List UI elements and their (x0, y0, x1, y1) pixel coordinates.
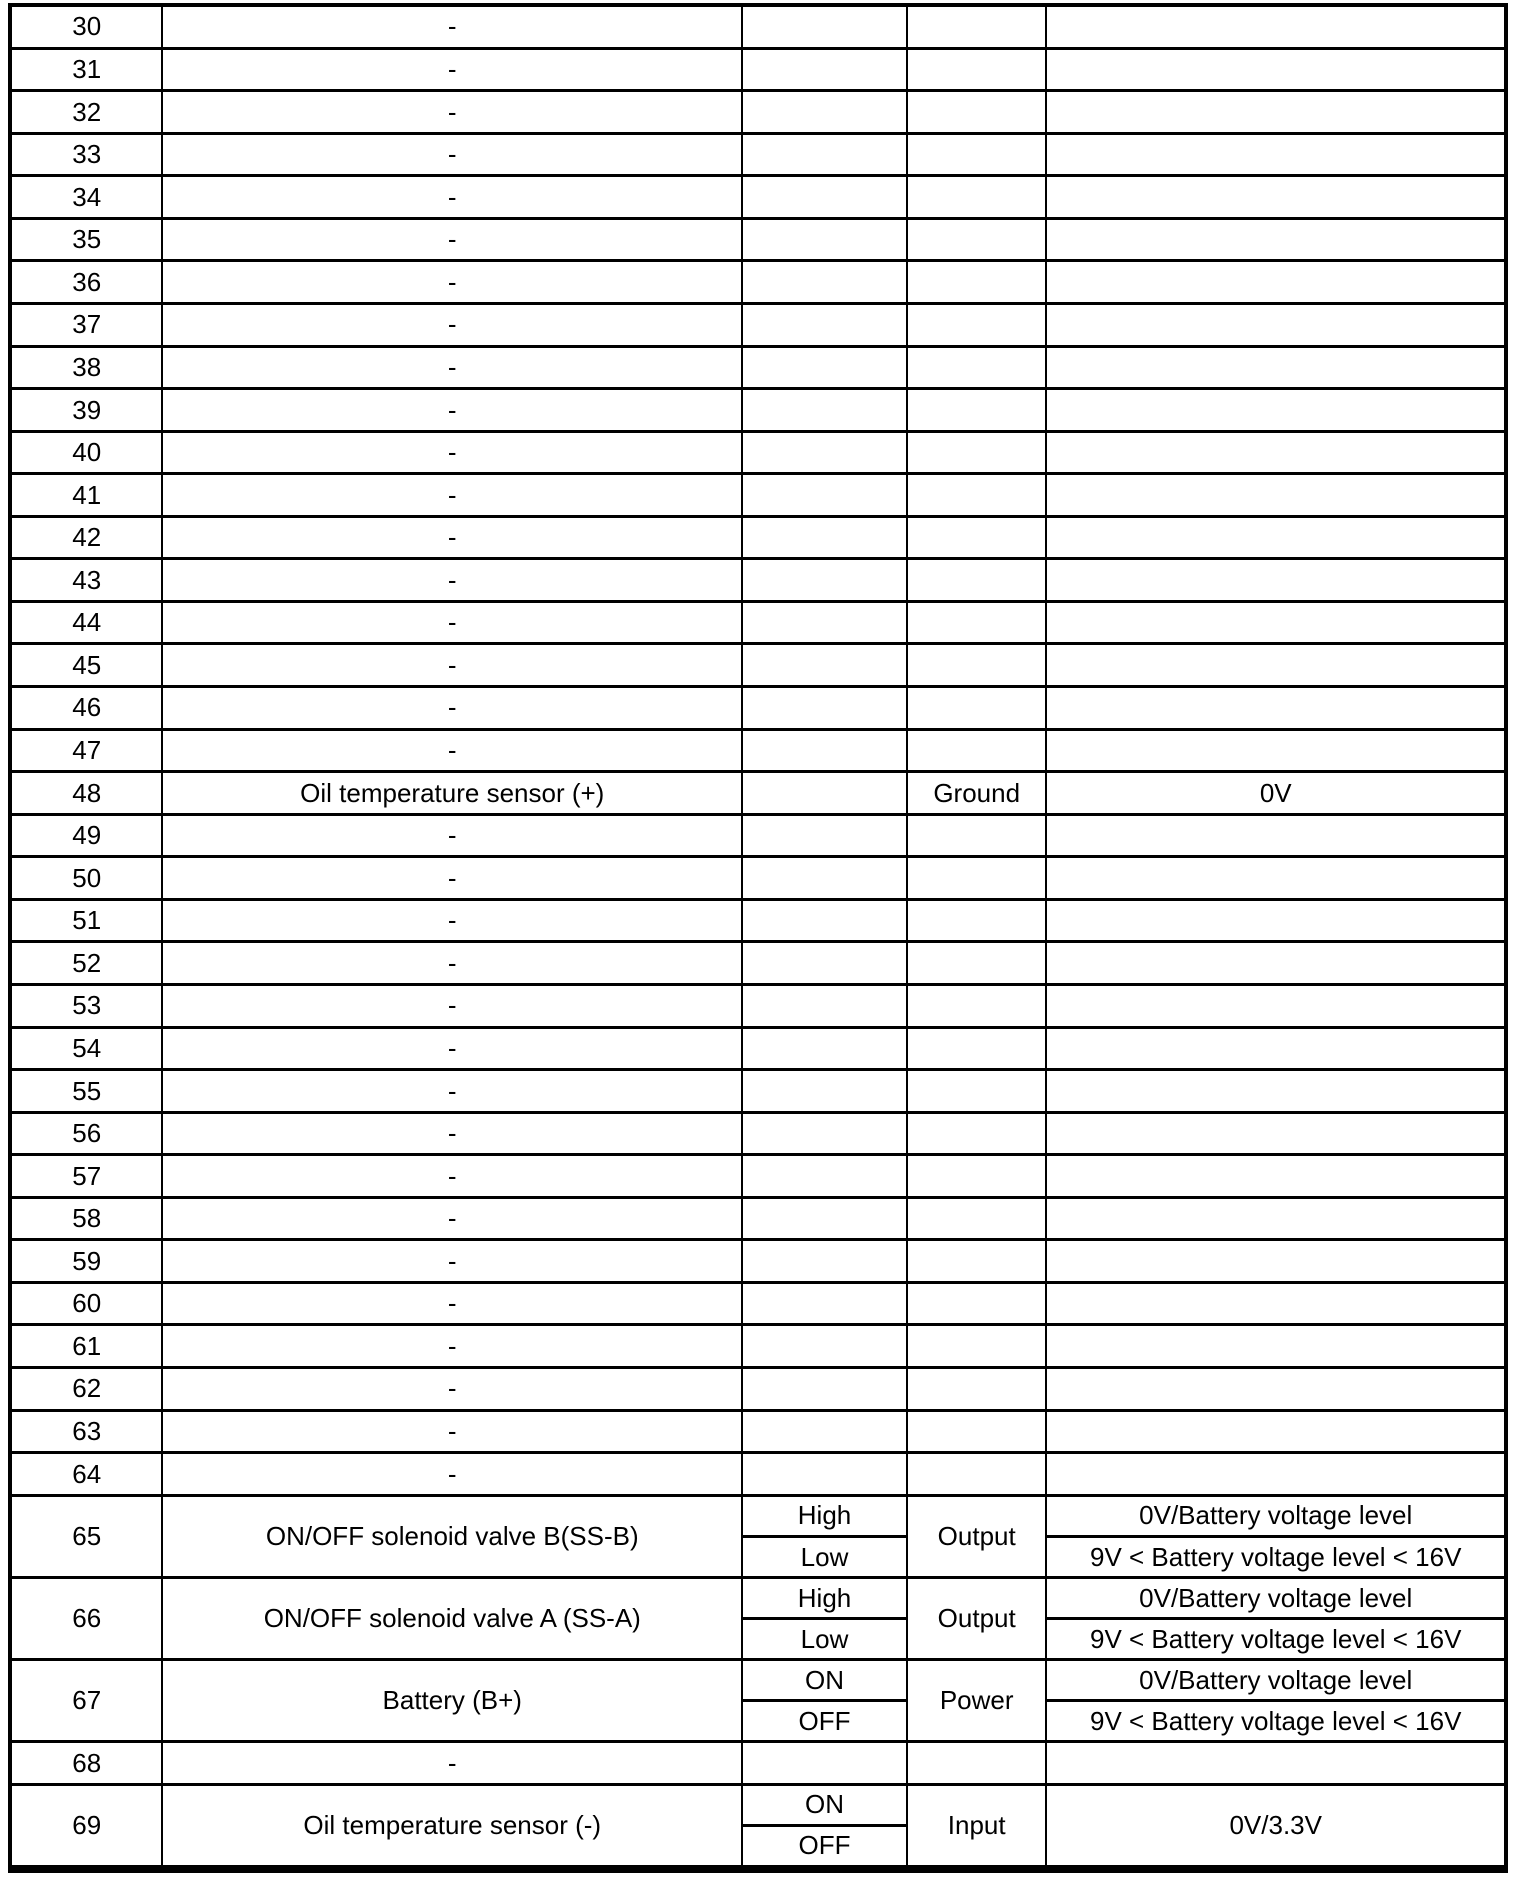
value-cell (1047, 1743, 1504, 1783)
pin-cell: 46 (12, 688, 163, 728)
pin-cell: 31 (12, 50, 163, 90)
pin-cell: 43 (12, 560, 163, 600)
type-cell (908, 475, 1048, 515)
pin-cell: 35 (12, 220, 163, 260)
condition-cell (743, 943, 908, 983)
value-cell: 0V/3.3V (1229, 1809, 1322, 1840)
condition-cell (743, 858, 908, 898)
table-row (12, 986, 1504, 1029)
table-row (12, 1284, 1504, 1327)
condition-cell (743, 1497, 908, 1576)
value-cell (1047, 688, 1504, 728)
condition-cell (743, 560, 908, 600)
value-cell (1047, 135, 1504, 175)
type-cell (908, 858, 1048, 898)
value-cell-sub: 0V/Battery voltage level (1047, 1579, 1504, 1620)
pin-cell: 63 (12, 1412, 163, 1452)
type-cell: Output (908, 1579, 1048, 1658)
condition-cell (743, 220, 908, 260)
condition-cell (743, 1114, 908, 1154)
type-cell (908, 986, 1048, 1026)
condition-cell (743, 1661, 908, 1740)
value-cell-sub: 0V/Battery voltage level (1047, 1497, 1504, 1538)
table-row (12, 135, 1504, 178)
value-cell (1047, 1199, 1504, 1239)
value-cell (1047, 7, 1504, 47)
value-cell (1047, 305, 1504, 345)
value-cell (1047, 475, 1504, 515)
condition-cell (743, 262, 908, 302)
description-cell: - (163, 1199, 743, 1239)
table-row (12, 943, 1504, 986)
type-cell (908, 92, 1048, 132)
table-row (12, 177, 1504, 220)
value-cell (1047, 433, 1504, 473)
table-row (12, 560, 1504, 603)
table-row (12, 1786, 1504, 1865)
description-cell: - (163, 1326, 743, 1366)
condition-cell-sub: OFF (798, 1830, 851, 1861)
table-row (12, 1579, 1504, 1661)
pin-cell: 57 (12, 1156, 163, 1196)
pin-cell: 60 (12, 1284, 163, 1324)
value-cell (1047, 262, 1504, 302)
condition-cell (743, 177, 908, 217)
condition-cell (743, 816, 908, 856)
table-row (12, 688, 1504, 731)
description-cell: - (163, 1241, 743, 1281)
value-cell (1047, 986, 1504, 1026)
table-row (12, 645, 1504, 688)
type-cell (908, 603, 1048, 643)
type-cell: Power (908, 1661, 1048, 1740)
type-cell (908, 901, 1048, 941)
description-cell: - (163, 305, 743, 345)
condition-cell (743, 50, 908, 90)
condition-cell-sub: Low (800, 1623, 849, 1654)
pin-cell: 59 (12, 1241, 163, 1281)
description-cell: - (163, 688, 743, 728)
value-cell (1047, 901, 1504, 941)
value-cell (1047, 1071, 1504, 1111)
value-cell (1047, 50, 1504, 90)
description-cell: - (163, 518, 743, 558)
value-cell-sub: 0V/Battery voltage level (1047, 1661, 1504, 1702)
pin-cell: 38 (12, 348, 163, 388)
value-cell-sub: 9V < Battery voltage level < 16V (1089, 1623, 1462, 1654)
description-cell: - (163, 1454, 743, 1494)
description-cell: - (163, 1369, 743, 1409)
pin-cell: 67 (12, 1661, 163, 1740)
table-row (12, 816, 1504, 859)
value-cell (1047, 177, 1504, 217)
pin-cell: 61 (12, 1326, 163, 1366)
type-cell (908, 1114, 1048, 1154)
description-cell: ON/OFF solenoid valve A (SS-A) (163, 1579, 743, 1658)
condition-cell (743, 1369, 908, 1409)
description-cell: - (163, 7, 743, 47)
type-cell (908, 135, 1048, 175)
type-cell (908, 433, 1048, 473)
condition-cell (743, 645, 908, 685)
value-cell (1047, 1661, 1504, 1740)
condition-cell (743, 7, 908, 47)
description-cell: - (163, 92, 743, 132)
table-row (12, 1156, 1504, 1199)
condition-cell (743, 731, 908, 771)
table-row (12, 305, 1504, 348)
value-cell (1047, 816, 1504, 856)
value-cell (1047, 858, 1504, 898)
pin-cell: 42 (12, 518, 163, 558)
condition-cell (743, 1029, 908, 1069)
description-cell: - (163, 858, 743, 898)
type-cell (908, 1743, 1048, 1783)
type-cell (908, 688, 1048, 728)
type-cell (908, 1241, 1048, 1281)
type-cell: Input (908, 1786, 1048, 1865)
description-cell: - (163, 1114, 743, 1154)
condition-cell (743, 1786, 908, 1865)
value-cell (1047, 1497, 1504, 1576)
pin-cell: 55 (12, 1071, 163, 1111)
description-cell: - (163, 986, 743, 1026)
table-row (12, 50, 1504, 93)
description-cell: - (163, 731, 743, 771)
table-row (12, 1326, 1504, 1369)
type-cell (908, 305, 1048, 345)
type-cell (908, 1284, 1048, 1324)
type-cell (908, 220, 1048, 260)
type-cell (908, 943, 1048, 983)
description-cell: Oil temperature sensor (-) (163, 1786, 743, 1865)
table-row (12, 1412, 1504, 1455)
condition-cell (743, 92, 908, 132)
condition-cell (743, 1412, 908, 1452)
pin-cell: 39 (12, 390, 163, 430)
value-cell (1047, 560, 1504, 600)
type-cell (908, 390, 1048, 430)
table-row (12, 518, 1504, 561)
condition-cell (743, 305, 908, 345)
description-cell: - (163, 1412, 743, 1452)
value-cell (1047, 1454, 1504, 1494)
pin-cell: 65 (12, 1497, 163, 1576)
description-cell: - (163, 177, 743, 217)
condition-cell-sub: ON (743, 1661, 906, 1702)
value-cell (1047, 1326, 1504, 1366)
description-cell: - (163, 901, 743, 941)
table-row (12, 390, 1504, 433)
value-cell (1047, 390, 1504, 430)
condition-cell (743, 1454, 908, 1494)
condition-cell-sub: High (743, 1579, 906, 1620)
table-row (12, 858, 1504, 901)
condition-cell (743, 1156, 908, 1196)
table-row (12, 1029, 1504, 1072)
pin-cell: 40 (12, 433, 163, 473)
description-cell: - (163, 475, 743, 515)
pin-cell: 37 (12, 305, 163, 345)
condition-cell (743, 986, 908, 1026)
pin-cell: 33 (12, 135, 163, 175)
pin-cell: 48 (12, 773, 163, 813)
type-cell (908, 518, 1048, 558)
pin-cell: 45 (12, 645, 163, 685)
pin-cell: 54 (12, 1029, 163, 1069)
condition-cell (743, 1743, 908, 1783)
value-cell (1047, 92, 1504, 132)
description-cell: - (163, 390, 743, 430)
description-cell: Oil temperature sensor (+) (163, 773, 743, 813)
description-cell: ON/OFF solenoid valve B(SS-B) (163, 1497, 743, 1576)
description-cell: - (163, 348, 743, 388)
description-cell: Battery (B+) (163, 1661, 743, 1740)
description-cell: - (163, 135, 743, 175)
table-row (12, 603, 1504, 646)
type-cell (908, 1199, 1048, 1239)
description-cell: - (163, 50, 743, 90)
type-cell (908, 177, 1048, 217)
table-row (12, 901, 1504, 944)
table-row (12, 1199, 1504, 1242)
description-cell: - (163, 1029, 743, 1069)
value-cell (1047, 603, 1504, 643)
condition-cell (743, 518, 908, 558)
pin-cell: 44 (12, 603, 163, 643)
description-cell: - (163, 645, 743, 685)
description-cell: - (163, 603, 743, 643)
condition-cell-sub: ON (743, 1786, 906, 1827)
condition-cell (743, 348, 908, 388)
condition-cell (743, 773, 908, 813)
pin-cell: 69 (12, 1786, 163, 1865)
table-row (12, 1369, 1504, 1412)
type-cell (908, 645, 1048, 685)
value-cell: 0V (1259, 777, 1292, 808)
pin-cell: 47 (12, 731, 163, 771)
value-cell (1047, 1284, 1504, 1324)
condition-cell (743, 1579, 908, 1658)
value-cell (1047, 1369, 1504, 1409)
table-row (12, 1241, 1504, 1284)
pin-cell: 52 (12, 943, 163, 983)
value-cell (1047, 645, 1504, 685)
value-cell-sub: 9V < Battery voltage level < 16V (1089, 1541, 1462, 1572)
table-row (12, 1661, 1504, 1743)
type-cell (908, 1029, 1048, 1069)
description-cell: - (163, 1743, 743, 1783)
value-cell (1047, 348, 1504, 388)
pin-cell: 51 (12, 901, 163, 941)
type-cell (908, 50, 1048, 90)
pin-cell: 36 (12, 262, 163, 302)
type-cell (908, 1369, 1048, 1409)
type-cell (908, 348, 1048, 388)
condition-cell (743, 1284, 908, 1324)
table-row (12, 262, 1504, 305)
type-cell (908, 816, 1048, 856)
pin-cell: 50 (12, 858, 163, 898)
type-cell: Output (908, 1497, 1048, 1576)
description-cell: - (163, 560, 743, 600)
type-cell (908, 560, 1048, 600)
value-cell (1047, 1114, 1504, 1154)
condition-cell-sub: OFF (798, 1705, 851, 1736)
table-row (12, 475, 1504, 518)
value-cell (1047, 1579, 1504, 1658)
table-row (12, 731, 1504, 774)
value-cell (1047, 518, 1504, 558)
condition-cell (743, 1071, 908, 1111)
value-cell (1047, 220, 1504, 260)
condition-cell (743, 1326, 908, 1366)
condition-cell (743, 1241, 908, 1281)
type-cell (908, 1326, 1048, 1366)
table-row (12, 1497, 1504, 1579)
pin-cell: 32 (12, 92, 163, 132)
type-cell (908, 1454, 1048, 1494)
table-row (12, 1114, 1504, 1157)
table-row (12, 1071, 1504, 1114)
table-row (12, 1454, 1504, 1497)
value-cell (1047, 1241, 1504, 1281)
description-cell: - (163, 1156, 743, 1196)
condition-cell-sub: Low (800, 1541, 849, 1572)
table-row (12, 92, 1504, 135)
value-cell (1047, 1156, 1504, 1196)
description-cell: - (163, 220, 743, 260)
pin-cell: 66 (12, 1579, 163, 1658)
table-row (12, 7, 1504, 50)
connector-pinout-table (8, 3, 1508, 1873)
value-cell (1047, 943, 1504, 983)
description-cell: - (163, 262, 743, 302)
type-cell (908, 7, 1048, 47)
type-cell (908, 731, 1048, 771)
type-cell (908, 1071, 1048, 1111)
pin-cell: 68 (12, 1743, 163, 1783)
condition-cell (743, 475, 908, 515)
condition-cell (743, 603, 908, 643)
description-cell: - (163, 816, 743, 856)
type-cell: Ground (908, 773, 1048, 813)
type-cell (908, 1156, 1048, 1196)
description-cell: - (163, 1284, 743, 1324)
description-cell: - (163, 433, 743, 473)
pin-cell: 58 (12, 1199, 163, 1239)
pin-cell: 62 (12, 1369, 163, 1409)
pin-cell: 56 (12, 1114, 163, 1154)
value-cell (1047, 731, 1504, 771)
value-cell-sub: 9V < Battery voltage level < 16V (1089, 1705, 1462, 1736)
description-cell: - (163, 1071, 743, 1111)
condition-cell (743, 135, 908, 175)
pin-cell: 53 (12, 986, 163, 1026)
description-cell: - (163, 943, 743, 983)
condition-cell-sub: High (743, 1497, 906, 1538)
table-row (12, 773, 1504, 816)
value-cell (1047, 1029, 1504, 1069)
pin-cell: 64 (12, 1454, 163, 1494)
condition-cell (743, 433, 908, 473)
table-row (12, 433, 1504, 476)
condition-cell (743, 688, 908, 728)
condition-cell (743, 1199, 908, 1239)
table-row (12, 348, 1504, 391)
pin-cell: 34 (12, 177, 163, 217)
pin-cell: 49 (12, 816, 163, 856)
table-row (12, 1743, 1504, 1786)
pin-cell: 41 (12, 475, 163, 515)
condition-cell (743, 901, 908, 941)
pin-cell: 30 (12, 7, 163, 47)
type-cell (908, 262, 1048, 302)
value-cell (1047, 1412, 1504, 1452)
table-row (12, 220, 1504, 263)
type-cell (908, 1412, 1048, 1452)
condition-cell (743, 390, 908, 430)
